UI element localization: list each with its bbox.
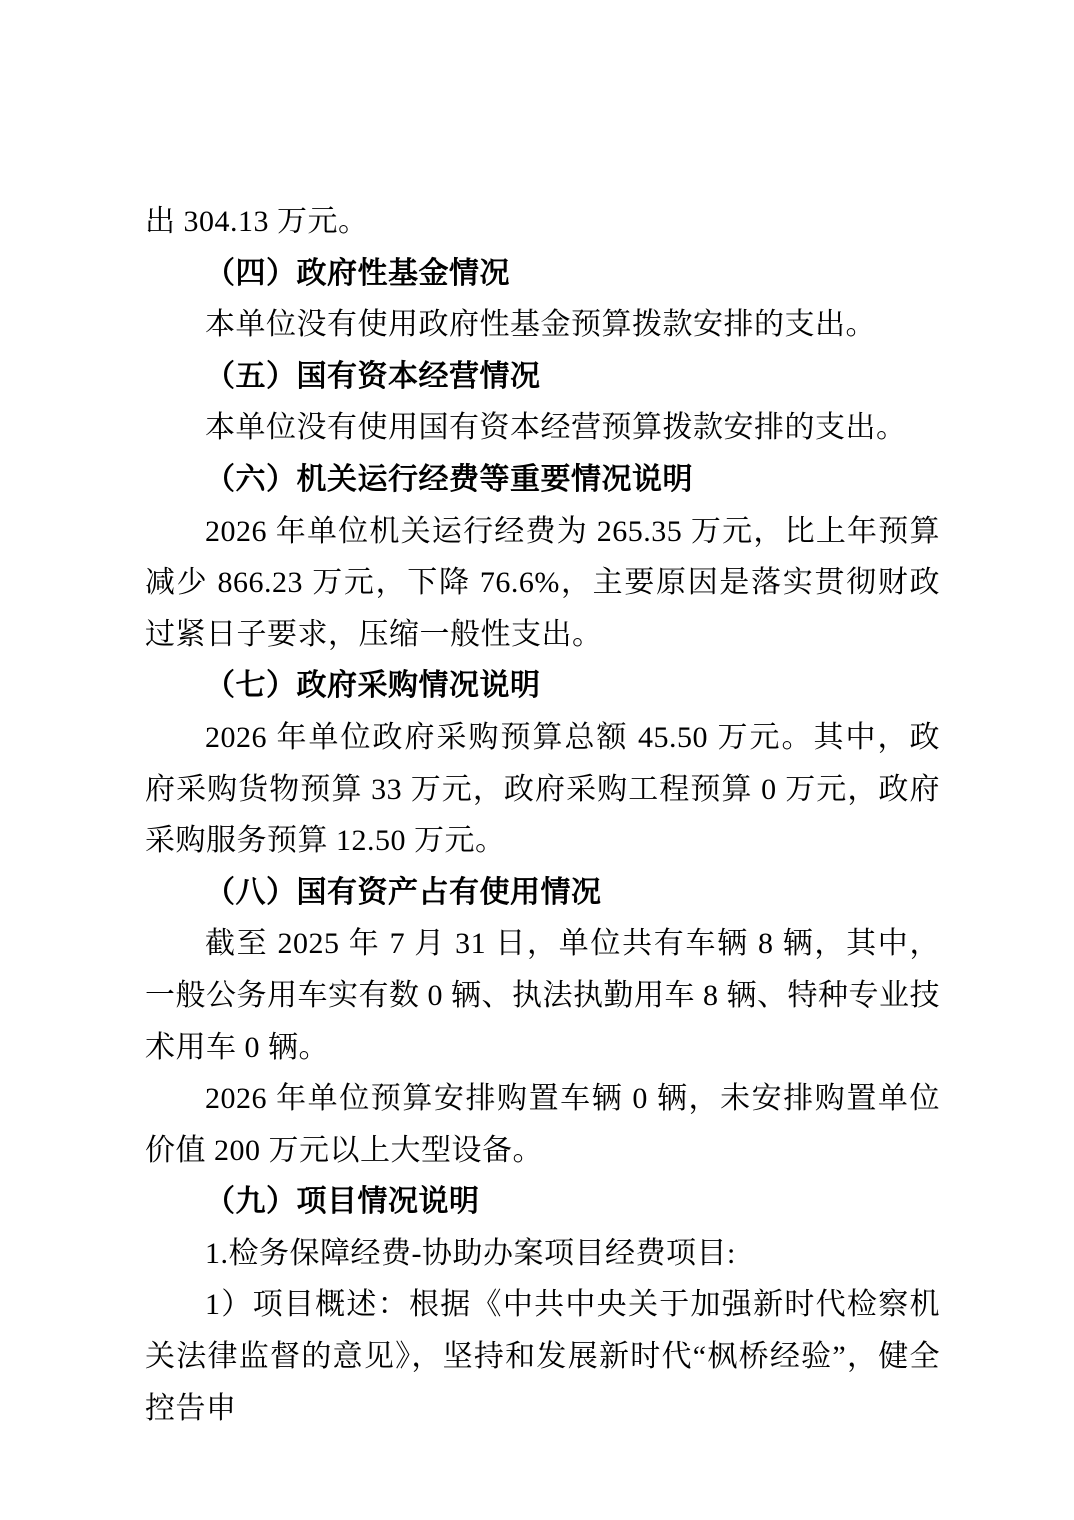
paragraph-vehicles: 截至 2025 年 7 月 31 日，单位共有车辆 8 辆，其中，一般公务用车实有数 0 辆、执法执勤用车 8 辆、特种专业技术用车 0 辆。 [145,927,940,1064]
paragraph-vehicle-purchase: 2026 年单位预算安排购置车辆 0 辆，未安排购置单位价值 200 万元以上大型设备。 [145,1082,940,1167]
section-heading-6-operating-costs: （六）机关运行经费等重要情况说明 [205,462,693,496]
paragraph-state-capital: 本单位没有使用国有资本经营预算拨款安排的支出。 [205,411,907,445]
section-heading-9-projects: （九）项目情况说明 [205,1185,480,1219]
section-heading-8-state-assets: （八）国有资产占有使用情况 [205,875,602,909]
paragraph-gov-funds: 本单位没有使用政府性基金预算拨款安排的支出。 [205,308,876,342]
paragraph-project-title: 1.检务保障经费-协助办案项目经费项目: [205,1236,736,1270]
section-heading-4-gov-funds: （四）政府性基金情况 [205,256,510,290]
section-heading-5-state-capital: （五）国有资本经营情况 [205,359,541,393]
section-heading-7-procurement: （七）政府采购情况说明 [205,669,541,703]
document-body [145,196,940,1434]
paragraph-project-overview: 1）项目概述：根据《中共中央关于加强新时代检察机关法律监督的意见》，坚持和发展新时代“枫桥经验”，健全控告申 [145,1288,940,1425]
paragraph-operating-costs: 2026 年单位机关运行经费为 265.35 万元，比上年预算减少 866.23 万元，下降 76.6%，主要原因是落实贯彻财政过紧日子要求，压缩一般性支出。 [145,514,940,651]
paragraph-carryover: 出 304.13 万元。 [145,205,369,238]
paragraph-procurement: 2026 年单位政府采购预算总额 45.50 万元。其中，政府采购货物预算 33 万元，政府采购工程预算 0 万元，政府采购服务预算 12.50 万元。 [145,720,940,858]
